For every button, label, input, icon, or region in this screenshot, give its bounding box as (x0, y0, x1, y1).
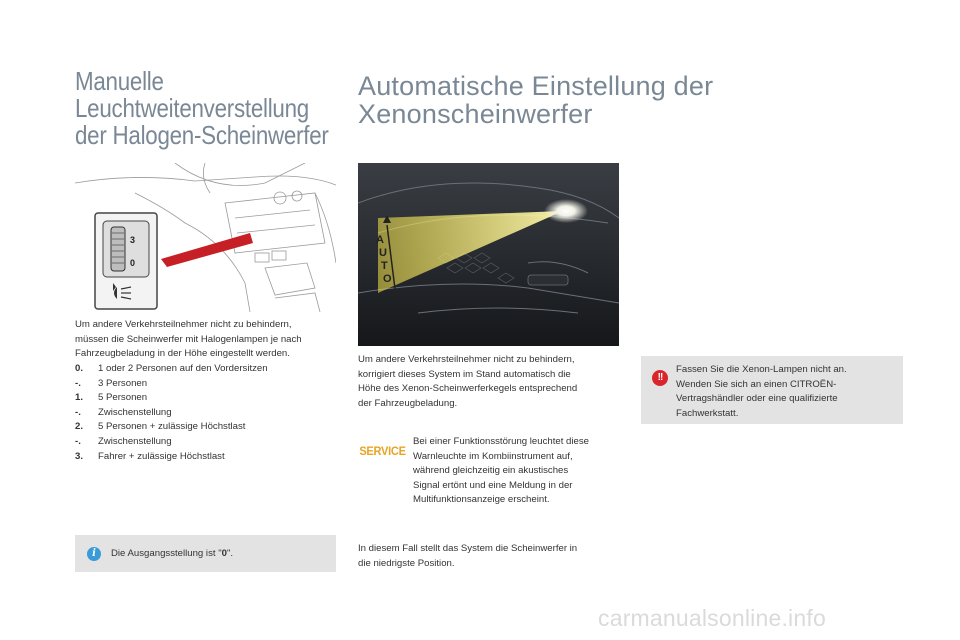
list-item (75, 391, 337, 406)
halogen-intro-text (75, 318, 337, 362)
info-note-text: Die Ausgangsstellung ist "0". (111, 548, 234, 559)
warning-text (676, 363, 898, 421)
title-line: Automatische Einstellung der (358, 71, 714, 101)
adjustment-position-list (75, 362, 337, 464)
xenon-lamp (544, 199, 588, 223)
svg-text:3: 3 (130, 235, 136, 245)
text-line: Fahrzeugbeladung in der Höhe eingestellt werden. (75, 348, 290, 360)
text-line: der Fahrzeugbeladung. (358, 397, 458, 409)
text-line: Vertragshändler oder eine qualifizierte (676, 393, 838, 405)
title-line: der Halogen-Scheinwerfer (75, 120, 329, 150)
warning-icon: !! (652, 370, 668, 386)
pointer-arrow (161, 233, 253, 267)
warning-note (641, 356, 903, 424)
list-item (75, 435, 337, 450)
text-line: Warnleuchte im Kombiinstrument auf, (413, 450, 573, 462)
text-line: Multifunktionsanzeige erscheint. (413, 494, 550, 506)
position-key: -. (75, 435, 81, 447)
info-icon: i (87, 547, 101, 561)
text-line: müssen die Scheinwerfer mit Halogenlampen je nach (75, 333, 302, 345)
site-watermark: carmanualsonline.info (598, 605, 826, 631)
text-line: Fachwerkstatt. (676, 407, 739, 419)
svg-text:0: 0 (130, 258, 136, 268)
list-item (75, 450, 337, 465)
text-line: Um andere Verkehrsteilnehmer nicht zu behindern, (358, 354, 575, 365)
position-key: 2. (75, 421, 84, 433)
auto-letter: T (381, 260, 388, 272)
list-item (75, 362, 337, 377)
halogen-section-title (75, 66, 329, 150)
position-key: 1. (75, 392, 84, 404)
auto-letter: O (383, 273, 392, 285)
xenon-headlamp-illustration (358, 163, 619, 346)
dashboard-line-drawing (75, 163, 336, 312)
position-description: 5 Personen (98, 392, 148, 404)
auto-letter: U (379, 247, 387, 259)
text-line: Höhe des Xenon-Scheinwerferkegels entsprechend (358, 383, 578, 395)
initial-position-value: 0 (221, 548, 227, 559)
lowest-position-text (358, 542, 620, 571)
position-description: 3 Personen (98, 377, 148, 389)
text-line: Wenden Sie sich an einen CITROËN- (676, 378, 837, 390)
text-line: In diesem Fall stellt das System die Scheinwerfer in (358, 543, 578, 554)
position-description: Zwischenstellung (98, 406, 172, 418)
list-item (75, 377, 337, 392)
service-warning-icon: SERVICE (359, 444, 406, 458)
position-description: 1 oder 2 Personen auf den Vordersitzen (98, 363, 268, 374)
position-key: -. (75, 406, 81, 418)
service-malfunction-text (413, 435, 623, 508)
xenon-intro-text (358, 353, 620, 411)
info-note (75, 535, 336, 572)
text-line: Bei einer Funktionsstörung leuchtet diese (413, 436, 589, 447)
title-line: Leuchtweitenverstellung (75, 93, 309, 123)
text-line: Um andere Verkehrsteilnehmer nicht zu behindern, (75, 319, 292, 330)
position-key: -. (75, 377, 81, 389)
text-line: korrigiert dieses System im Stand automatisch die (358, 368, 571, 380)
text-line: während gleichzeitig ein akustisches (413, 465, 569, 477)
title-line: Xenonscheinwerfer (358, 99, 593, 129)
xenon-headlamp-drawing (358, 163, 619, 346)
auto-label: AUTO (358, 163, 361, 164)
list-item (75, 406, 337, 421)
position-description: 5 Personen + zulässige Höchstlast (98, 421, 246, 433)
list-item (75, 420, 337, 435)
position-description: Fahrer + zulässige Höchstlast (98, 450, 225, 462)
text-line: Fassen Sie die Xenon-Lampen nicht an. (676, 364, 847, 375)
text-line: Signal ertönt und eine Meldung in der (413, 479, 573, 491)
text-line: die niedrigste Position. (358, 557, 455, 569)
position-key: 0. (75, 363, 84, 374)
position-description: Zwischenstellung (98, 435, 172, 447)
position-key: 3. (75, 450, 84, 462)
xenon-section-title (358, 72, 778, 128)
auto-letter: A (376, 234, 384, 246)
title-line: Manuelle (75, 66, 164, 96)
headlamp-adjustment-illustration (75, 163, 336, 312)
